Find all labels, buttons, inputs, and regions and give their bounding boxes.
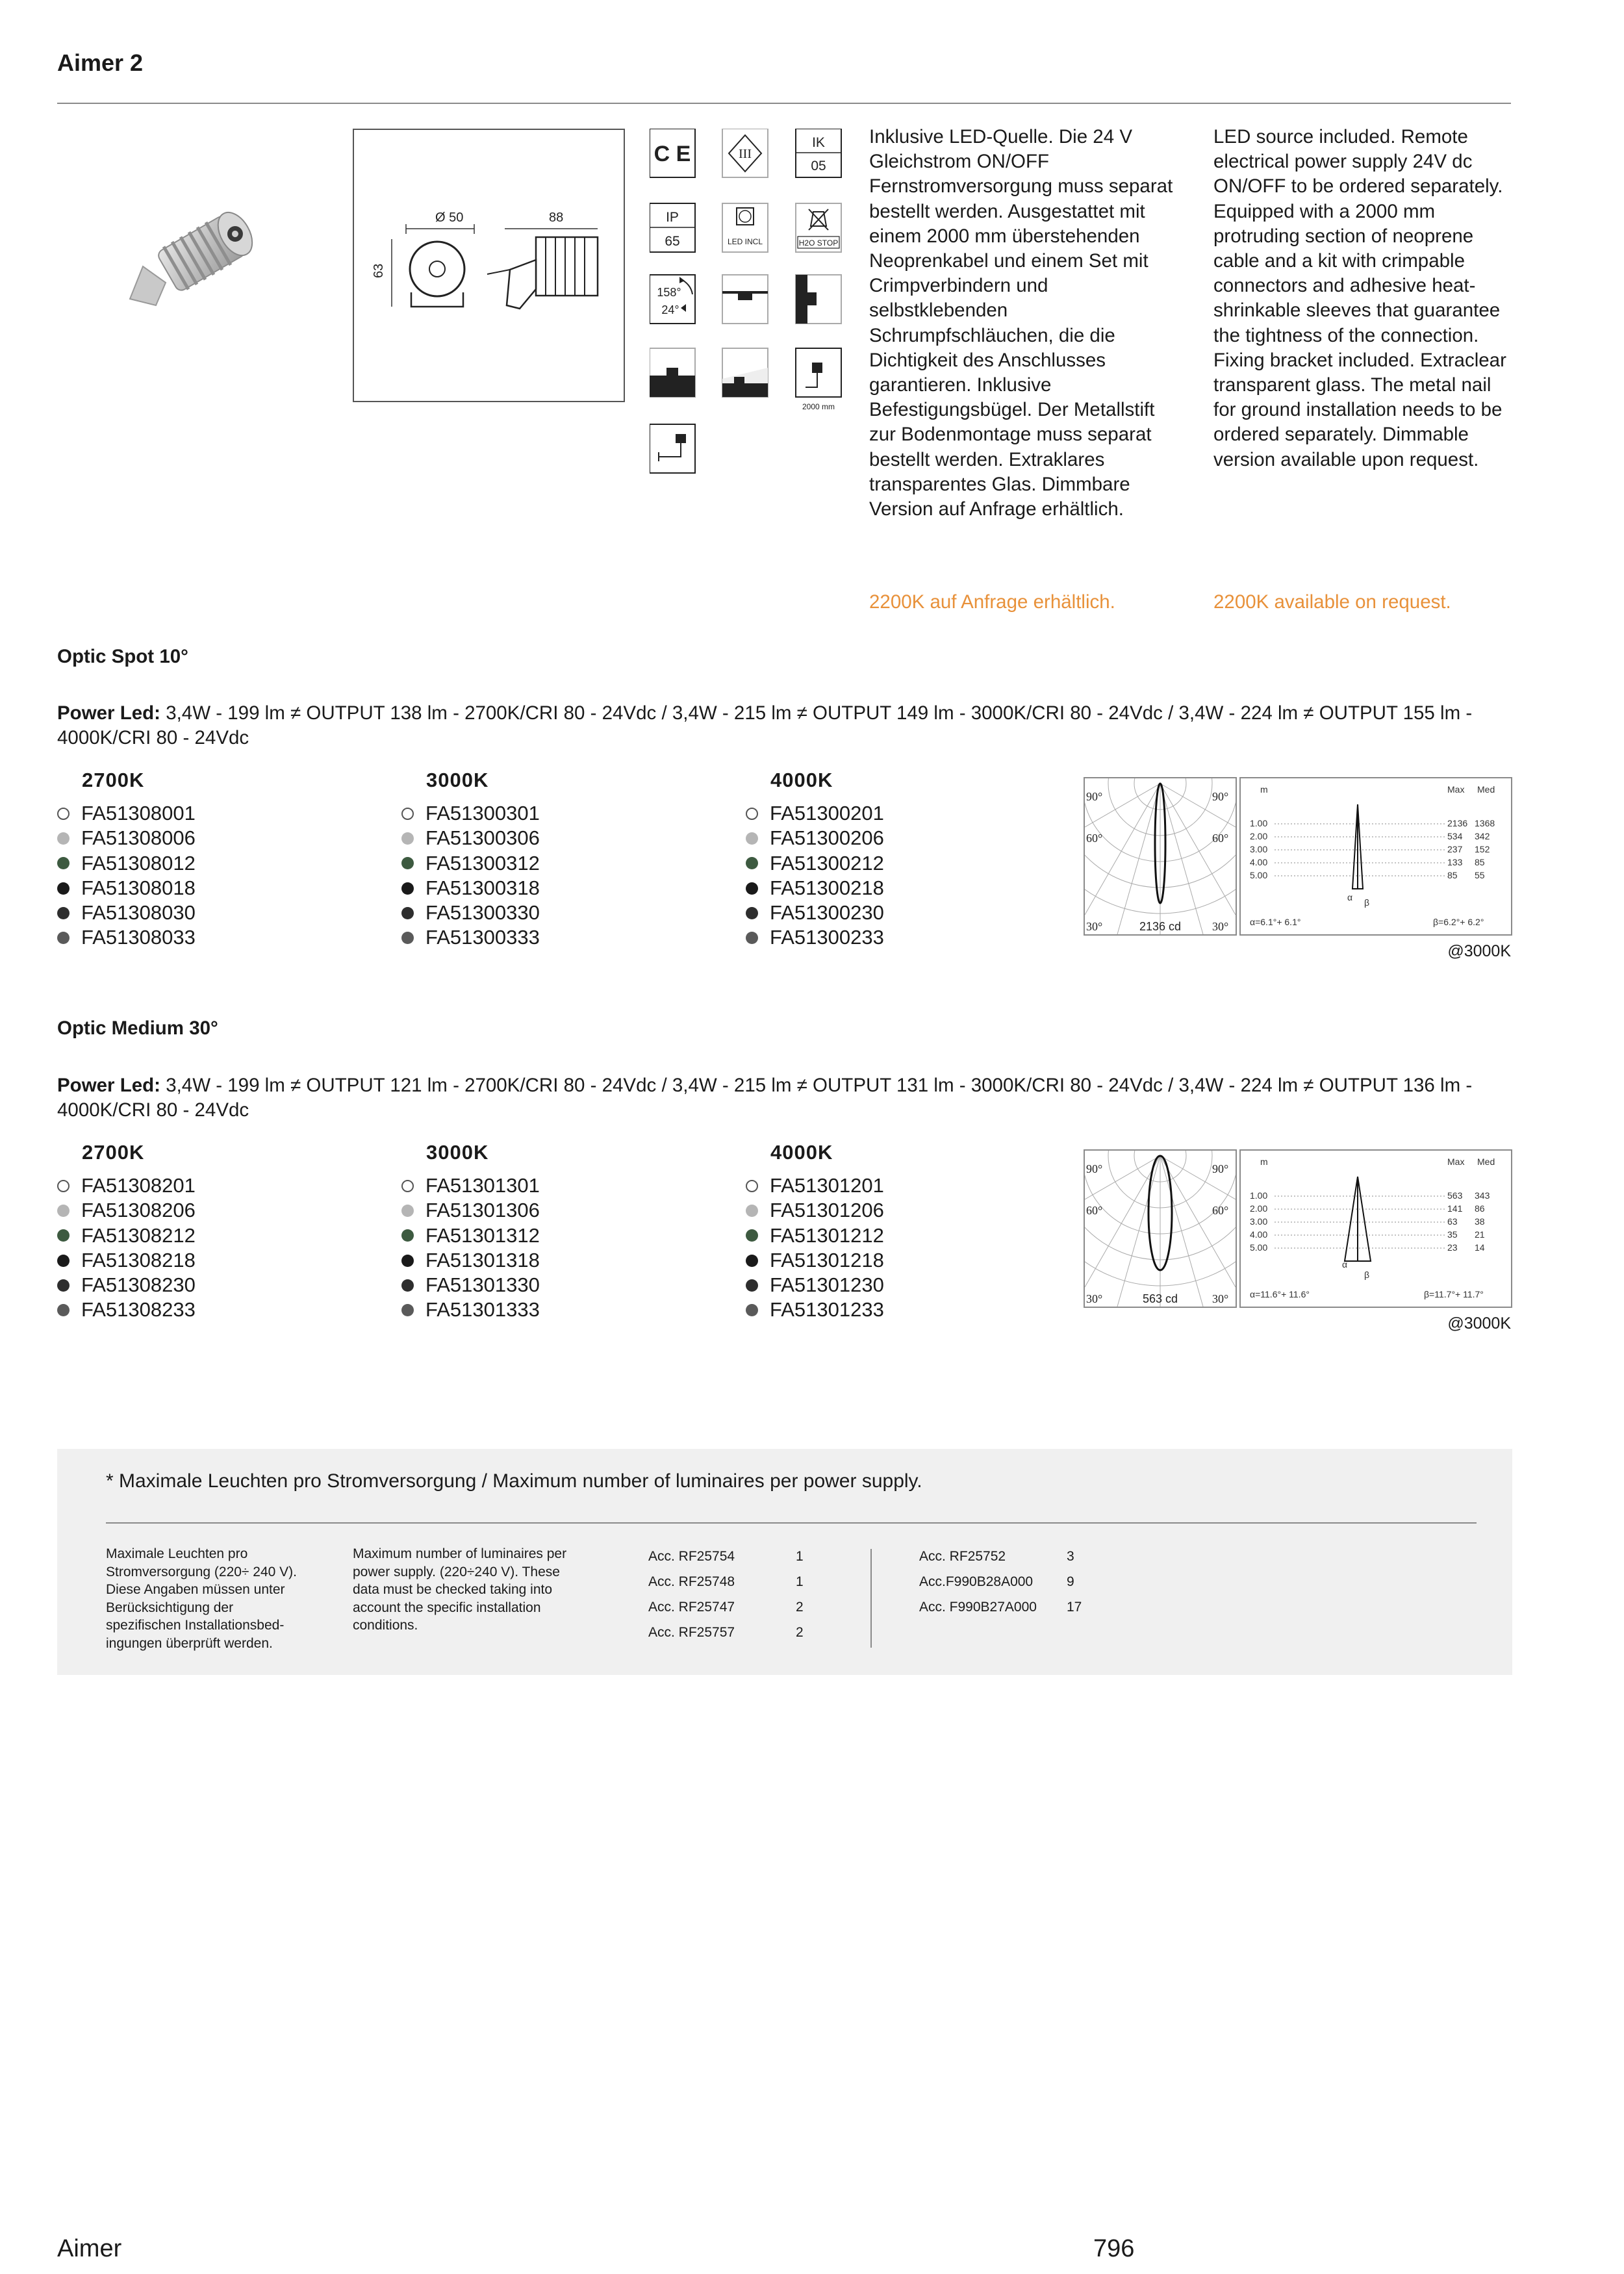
lux-max: 23 [1447, 1242, 1458, 1253]
color-dot-anthracite [401, 1279, 414, 1292]
certification-icons [650, 129, 844, 483]
lux-beta: β [1364, 1270, 1370, 1280]
lux-unit-m: m [1260, 784, 1268, 795]
acc-label: Acc. RF25754 [648, 1549, 735, 1564]
lux-dist: 1.00 [1250, 1190, 1268, 1201]
col-head-4000k: 4000K [770, 769, 833, 791]
color-dot-grey [57, 1304, 70, 1316]
polar-angle-90-left: 90° [1086, 790, 1103, 803]
polar-angle-60-right: 60° [1212, 832, 1229, 845]
color-dot-white [746, 1180, 758, 1192]
polar-candela: 563 cd [1142, 1292, 1178, 1305]
lux-med: 14 [1475, 1242, 1485, 1253]
list-item: FA51301301 [401, 1173, 540, 1198]
section-title-medium: Optic Medium 30° [57, 1017, 218, 1039]
acc-label: Acc. RF25757 [648, 1625, 735, 1640]
list-item: FA51308233 [57, 1297, 196, 1322]
power-led-label: Power Led: [57, 1075, 160, 1096]
list-item: FA51301230 [746, 1273, 884, 1297]
angle-bottom-label: 24° [661, 303, 679, 316]
code-list-4000k [746, 801, 884, 951]
polar-angle-30-left: 30° [1086, 920, 1103, 933]
list-item: FA51308033 [57, 925, 196, 950]
color-dot-anthracite [57, 907, 70, 919]
list-item: FA51308218 [57, 1248, 196, 1273]
polar-angle-90-right: 90° [1212, 1162, 1229, 1175]
acc-count: 1 [796, 1574, 804, 1589]
acc-count: 2 [796, 1600, 804, 1615]
at-3000k-label: @3000K [1447, 1314, 1511, 1333]
polar-angle-90-right: 90° [1212, 790, 1229, 803]
ip-label: IP [666, 210, 679, 225]
lux-max: 2136 [1447, 818, 1468, 828]
page-number: 796 [1093, 2235, 1135, 2262]
color-dot-black [746, 882, 758, 895]
col-head-3000k: 3000K [426, 1141, 489, 1164]
power-led-medium [57, 1073, 1512, 1123]
list-item: FA51300306 [401, 826, 540, 850]
dim-height: 63 [372, 263, 386, 278]
acc-label: Acc. RF25748 [648, 1574, 735, 1589]
polar-angle-60-right: 60° [1212, 1204, 1229, 1217]
lux-diagram-medium [1239, 1149, 1512, 1308]
acc-count: 1 [796, 1549, 804, 1564]
color-dot-black [746, 1255, 758, 1267]
lux-med: 38 [1475, 1216, 1485, 1227]
list-item: FA51300201 [746, 801, 884, 826]
code-list-4000k [746, 1173, 884, 1323]
lux-dist: 3.00 [1250, 1216, 1268, 1227]
lux-med: 1368 [1475, 818, 1495, 828]
color-dot-white [746, 808, 758, 820]
class-iii-icon: III [739, 147, 752, 161]
list-item: FA51308212 [57, 1223, 196, 1248]
list-item: FA51301212 [746, 1223, 884, 1248]
polar-candela: 2136 cd [1139, 920, 1182, 933]
polar-angle-30-right: 30° [1212, 920, 1229, 933]
col-head-4000k: 4000K [770, 1141, 833, 1164]
list-item: FA51308001 [57, 801, 196, 826]
dimension-drawing [353, 129, 625, 402]
lux-alpha-value: α=6.1°+ 6.1° [1250, 917, 1301, 927]
list-item: FA51301233 [746, 1297, 884, 1322]
color-dot-anthracite [746, 1279, 758, 1292]
color-dot-dark-green [57, 1229, 70, 1242]
polar-angle-60-left: 60° [1086, 832, 1103, 845]
acc-label: Acc. F990B27A000 [919, 1600, 1037, 1615]
list-item: FA51300318 [401, 876, 540, 901]
list-item: FA51308006 [57, 826, 196, 850]
power-supply-title: * Maximale Leuchten pro Stromversorgung / Maximum number of luminaires per power supply. [106, 1470, 922, 1492]
ik-label: IK [812, 135, 825, 150]
power-supply-note-de: Maximale Leuchten pro Stromversorgung (220÷ 240 V). Diese Angaben müssen unter Berücksichtigung der spezifischen Installationsbed-ingungen überprüft werden. [106, 1546, 297, 1651]
ce-mark-icon: C E [653, 142, 691, 166]
ik-value: 05 [811, 159, 826, 173]
color-dot-dark-green [746, 1229, 758, 1242]
col-head-2700k: 2700K [82, 1141, 145, 1164]
list-item: FA51301218 [746, 1248, 884, 1273]
acc-label: Acc. RF25752 [919, 1549, 1006, 1564]
cable-length-label: 2000 mm [802, 402, 835, 411]
list-item: FA51301206 [746, 1198, 884, 1223]
list-item: FA51300312 [401, 851, 540, 876]
acc-count: 9 [1067, 1574, 1074, 1589]
lux-max: 563 [1447, 1190, 1463, 1201]
lux-diagram-spot [1239, 777, 1512, 936]
color-dot-light-grey [401, 832, 414, 845]
list-item: FA51300206 [746, 826, 884, 850]
lux-med: 85 [1475, 857, 1485, 867]
lux-med: 343 [1475, 1190, 1490, 1201]
code-list-3000k [401, 1173, 540, 1323]
color-dot-anthracite [401, 907, 414, 919]
color-dot-black [57, 882, 70, 895]
lux-max: 534 [1447, 831, 1463, 841]
col-head-3000k: 3000K [426, 769, 489, 791]
lux-med: 152 [1475, 844, 1490, 854]
color-dot-dark-green [746, 857, 758, 869]
polar-angle-90-left: 90° [1086, 1162, 1103, 1175]
ip-value: 65 [665, 234, 680, 249]
lux-max: 133 [1447, 857, 1463, 867]
list-item: FA51300212 [746, 851, 884, 876]
dim-length: 88 [549, 211, 564, 225]
code-list-3000k [401, 801, 540, 951]
polar-angle-30-left: 30° [1086, 1292, 1103, 1305]
lux-med: 55 [1475, 870, 1485, 880]
list-item: FA51308018 [57, 876, 196, 901]
color-dot-white [401, 808, 414, 820]
color-dot-dark-green [401, 1229, 414, 1242]
color-dot-light-grey [401, 1205, 414, 1217]
h2o-stop-icon: H2O STOP [798, 238, 839, 248]
col-head-2700k: 2700K [82, 769, 145, 791]
color-dot-light-grey [746, 1205, 758, 1217]
lux-dist: 5.00 [1250, 870, 1268, 880]
dim-diameter: Ø 50 [435, 211, 464, 225]
color-dot-black [401, 1255, 414, 1267]
list-item: FA51300233 [746, 925, 884, 950]
lux-dist: 2.00 [1250, 831, 1268, 841]
color-dot-light-grey [57, 1205, 70, 1217]
color-dot-anthracite [746, 907, 758, 919]
power-supply-separator [870, 1549, 872, 1648]
lux-max: 141 [1447, 1203, 1463, 1214]
list-item: FA51300333 [401, 925, 540, 950]
polar-diagram-medium [1084, 1149, 1237, 1308]
power-led-label: Power Led: [57, 702, 160, 724]
lux-beta-value: β=11.7°+ 11.7° [1424, 1289, 1484, 1299]
lux-max: 237 [1447, 844, 1463, 854]
color-dot-grey [401, 1304, 414, 1316]
polar-angle-60-left: 60° [1086, 1204, 1103, 1217]
page-title: Aimer 2 [57, 49, 144, 76]
lux-dist: 5.00 [1250, 1242, 1268, 1253]
color-dot-grey [746, 932, 758, 944]
power-led-spot [57, 701, 1512, 750]
power-supply-divider [106, 1522, 1477, 1524]
list-item: FA51300330 [401, 901, 540, 925]
lux-med: 21 [1475, 1229, 1485, 1240]
code-list-2700k [57, 1173, 196, 1323]
power-led-text: 3,4W - 199 lm ≠ OUTPUT 121 lm - 2700K/CRI 80 - 24Vdc / 3,4W - 215 lm ≠ OUTPUT 131 lm - 3000K/CRI 80 - 24Vdc / 3,4W - 224 lm ≠ OUTPUT 136 lm - 4000K/CRI 80 - 24Vdc [57, 1075, 1473, 1121]
note-2200k-en: 2200K available on request. [1213, 591, 1451, 613]
color-dot-black [401, 882, 414, 895]
color-dot-grey [746, 1304, 758, 1316]
color-dot-black [57, 1255, 70, 1267]
list-item: FA51300301 [401, 801, 540, 826]
lux-unit-m: m [1260, 1156, 1268, 1167]
list-item: FA51308030 [57, 901, 196, 925]
code-list-2700k [57, 801, 196, 951]
lux-dist: 3.00 [1250, 844, 1268, 854]
list-item: FA51308206 [57, 1198, 196, 1223]
acc-count: 3 [1067, 1549, 1074, 1564]
lux-head-max: Max [1447, 1156, 1465, 1167]
product-image [117, 169, 279, 331]
lux-head-med: Med [1477, 784, 1495, 795]
lux-beta-value: β=6.2°+ 6.2° [1433, 917, 1484, 927]
at-3000k-label: @3000K [1447, 942, 1511, 960]
led-incl-icon: LED INCL [727, 237, 763, 246]
color-dot-white [57, 1180, 70, 1192]
list-item: FA51301201 [746, 1173, 884, 1198]
acc-count: 17 [1067, 1600, 1082, 1615]
polar-diagram-spot [1084, 777, 1237, 936]
color-dot-dark-green [401, 857, 414, 869]
color-dot-light-grey [57, 832, 70, 845]
lux-dist: 2.00 [1250, 1203, 1268, 1214]
polar-angle-30-right: 30° [1212, 1292, 1229, 1305]
list-item: FA51308230 [57, 1273, 196, 1297]
list-item: FA51301306 [401, 1198, 540, 1223]
acc-count: 2 [796, 1625, 804, 1640]
lux-med: 86 [1475, 1203, 1485, 1214]
list-item: FA51300218 [746, 876, 884, 901]
lux-max: 85 [1447, 870, 1458, 880]
power-led-text: 3,4W - 199 lm ≠ OUTPUT 138 lm - 2700K/CRI 80 - 24Vdc / 3,4W - 215 lm ≠ OUTPUT 149 lm - 3000K/CRI 80 - 24Vdc / 3,4W - 224 lm ≠ OUTPUT 155 lm - 4000K/CRI 80 - 24Vdc [57, 702, 1473, 748]
acc-label: Acc.F990B28A000 [919, 1574, 1034, 1589]
list-item: FA51308201 [57, 1173, 196, 1198]
lux-dist: 4.00 [1250, 1229, 1268, 1240]
color-dot-grey [401, 932, 414, 944]
note-2200k-de: 2200K auf Anfrage erhältlich. [869, 591, 1115, 613]
section-title-spot: Optic Spot 10° [57, 646, 188, 667]
lux-max: 35 [1447, 1229, 1458, 1240]
lux-alpha: α [1347, 892, 1353, 902]
color-dot-grey [57, 932, 70, 944]
lux-head-max: Max [1447, 784, 1465, 795]
title-divider [57, 103, 1511, 104]
description-en: LED source included. Remote electrical power supply 24V dc ON/OFF to be ordered separately. Equipped with a 2000 mm protruding section of neoprene cable and a kit with crimpable connectors and adhesive heat-shrinkable sleeves that guarantee the tightness of the connection. Fixing bracket included. Extraclear transparent glass. The metal nail for ground installation needs to be ordered separately. Dimmable version available upon request. [1213, 126, 1506, 470]
lux-med: 342 [1475, 831, 1490, 841]
color-dot-anthracite [57, 1279, 70, 1292]
color-dot-white [401, 1180, 414, 1192]
color-dot-dark-green [57, 857, 70, 869]
footer-brand: Aimer [57, 2235, 122, 2262]
list-item: FA51301330 [401, 1273, 540, 1297]
list-item: FA51301312 [401, 1223, 540, 1248]
lux-dist: 4.00 [1250, 857, 1268, 867]
lux-dist: 1.00 [1250, 818, 1268, 828]
list-item: FA51301333 [401, 1297, 540, 1322]
lux-head-med: Med [1477, 1156, 1495, 1167]
list-item: FA51301318 [401, 1248, 540, 1273]
angle-top-label: 158° [657, 286, 681, 299]
color-dot-light-grey [746, 832, 758, 845]
description-de: Inklusive LED-Quelle. Die 24 V Gleichstrom ON/OFF Fernstromversorgung muss separat bestellt werden. Ausgestattet mit einem 2000 mm überstehenden Neoprenkabel und einem Set mit Crimpverbindern und selbstklebenden Schrumpfschläuchen, die die Dichtigkeit des Anschlusses garantieren. Inklusive Befestigungsbügel. Der Metallstift zur Bodenmontage muss separat bestellt werden. Extraklares transparentes Glas. Dimmbare Version auf Anfrage erhältlich. [869, 126, 1173, 520]
lux-alpha-value: α=11.6°+ 11.6° [1250, 1289, 1310, 1299]
list-item: FA51300230 [746, 901, 884, 925]
lux-alpha: α [1342, 1259, 1348, 1270]
lux-max: 63 [1447, 1216, 1458, 1227]
acc-label: Acc. RF25747 [648, 1600, 735, 1615]
color-dot-white [57, 808, 70, 820]
power-supply-note-en: Maximum number of luminaires per power supply. (220÷240 V). These data must be checked taking into account the specific installation conditions. [353, 1546, 567, 1633]
list-item: FA51308012 [57, 851, 196, 876]
lux-beta: β [1364, 897, 1370, 908]
